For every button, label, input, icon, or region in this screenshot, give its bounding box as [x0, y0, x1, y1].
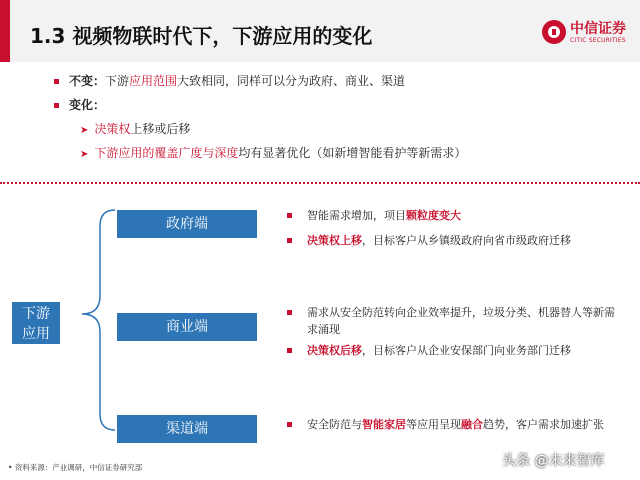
sub1-post: 上移或后移	[130, 122, 191, 136]
detail-text: 安全防范与	[307, 418, 362, 431]
commercial-detail-2	[287, 342, 622, 359]
detail-highlight: 颗粒度变大	[406, 209, 461, 222]
root-line2: 应用	[22, 326, 50, 342]
detail-highlight: 决策权上移	[307, 234, 362, 247]
square-bullet-icon	[287, 422, 292, 427]
sub2-post: 均有显著优化（如新增智能看护等新需求）	[238, 146, 467, 160]
source-footnote: • 资料来源：产业调研，中信证券研究部	[8, 463, 143, 472]
detail-highlight: 智能家居	[362, 418, 406, 431]
citic-logo-icon	[542, 20, 566, 44]
sub-bullet-decision	[80, 120, 190, 137]
root-node	[12, 302, 60, 344]
arrow-bullet-icon: ➤	[80, 149, 89, 160]
bullet-unchanged	[54, 72, 405, 89]
detail-text: 等应用呈现	[406, 418, 461, 431]
arrow-bullet-icon: ➤	[80, 125, 89, 136]
source-text: 资料来源：产业调研，中信证券研究部	[14, 463, 143, 472]
unchanged-highlight: 应用范围	[129, 74, 178, 88]
square-bullet-icon	[287, 348, 292, 353]
detail-highlight: 决策权后移	[307, 344, 362, 357]
government-detail-2	[287, 232, 622, 249]
square-bullet-icon	[287, 238, 292, 243]
title-accent-bar	[0, 0, 10, 62]
square-bullet-icon	[54, 103, 59, 108]
watermark: 头条 @未来智库	[502, 453, 605, 469]
unchanged-post: 大致相同，同样可以分为政府、商业、渠道	[177, 74, 406, 88]
change-label: 变化：	[69, 98, 106, 112]
logo-en-text: CITIC SECURITIES	[570, 37, 626, 44]
commercial-detail-1	[287, 304, 622, 338]
slide-title: 1.3 视频物联时代下，下游应用的变化	[30, 24, 373, 48]
square-bullet-icon	[54, 79, 59, 84]
square-bullet-icon	[287, 310, 292, 315]
square-bullet-icon	[287, 213, 292, 218]
logo-cn-text: 中信证券	[570, 21, 626, 37]
detail-text: 需求从安全防范转向企业效率提升，垃圾分类、机器替人等新需求涌现	[307, 306, 615, 336]
dotted-divider	[0, 182, 640, 184]
channel-detail-1	[287, 416, 622, 433]
title-bar	[0, 0, 640, 62]
root-line1: 下游	[22, 306, 50, 322]
branch-government: 政府端	[117, 210, 257, 238]
sub-bullet-coverage	[80, 144, 466, 161]
unchanged-label: 不变：	[69, 74, 106, 88]
detail-text: ，目标客户从乡镇级政府向省市级政府迁移	[362, 234, 571, 247]
unchanged-pre: 下游	[105, 74, 130, 88]
branch-commercial: 商业端	[117, 313, 257, 341]
detail-text: 智能需求增加，项目	[307, 209, 406, 222]
sub2-highlight: 下游应用的覆盖广度与深度	[94, 146, 239, 160]
branch-channel: 渠道端	[117, 415, 257, 443]
government-detail-1	[287, 207, 622, 224]
citic-logo	[542, 18, 632, 50]
branch-brace	[60, 196, 120, 436]
detail-text: 趋势，客户需求加速扩张	[483, 418, 604, 431]
detail-text: ，目标客户从企业安保部门向业务部门迁移	[362, 344, 571, 357]
bullet-change	[54, 96, 105, 113]
sub1-highlight: 决策权	[94, 122, 131, 136]
detail-highlight: 融合	[461, 418, 483, 431]
